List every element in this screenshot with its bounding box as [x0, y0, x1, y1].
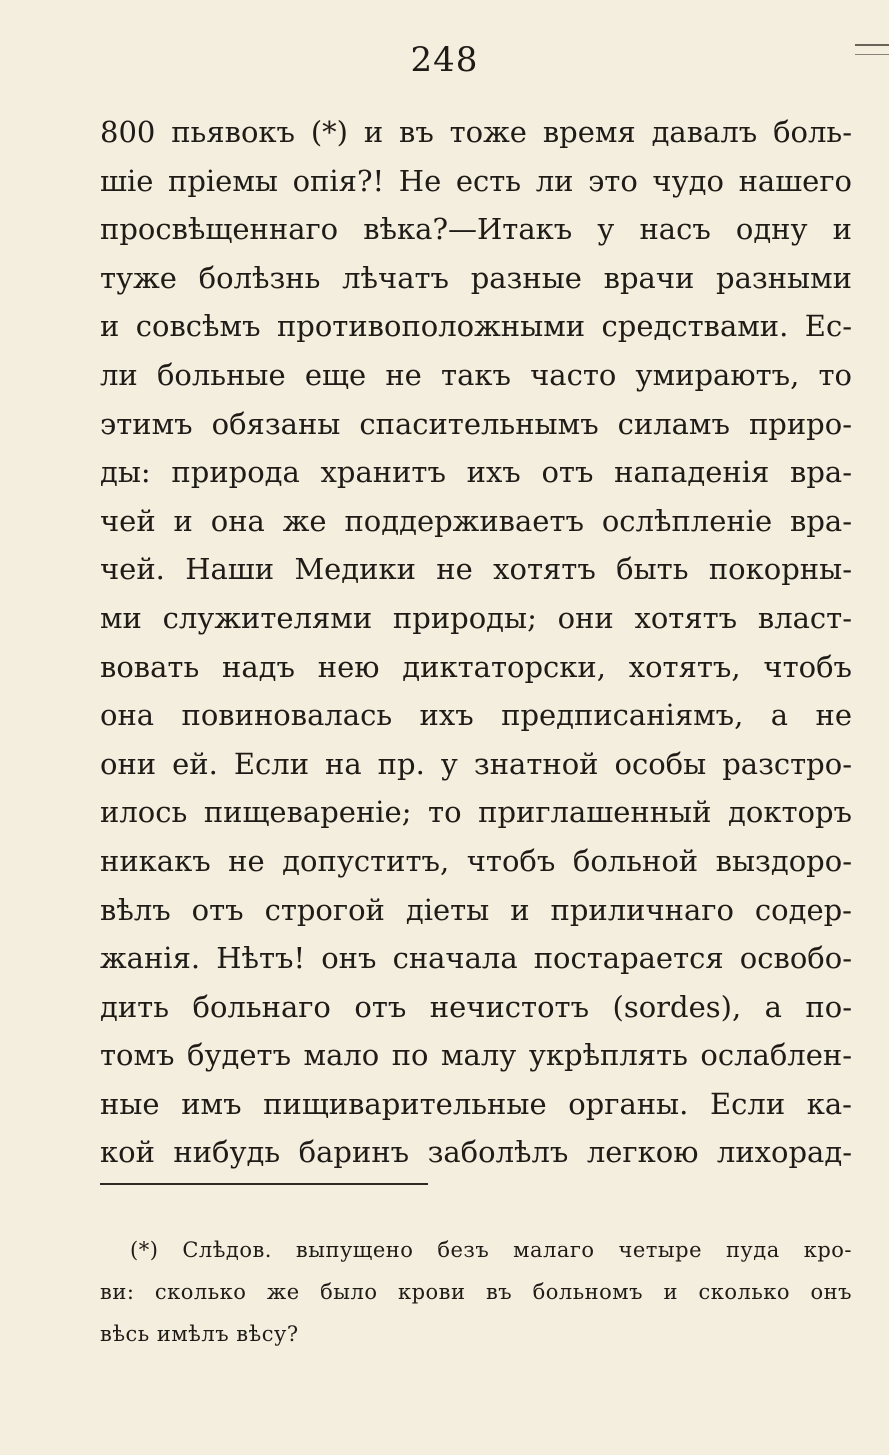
footnote-line: (*) Слѣдов. выпущено безъ малаго четыре пуда кро- — [130, 1238, 852, 1262]
text-line: 800 пьявокъ (*) и въ тоже время давалъ боль- — [100, 115, 852, 149]
footnote-line: вѣсь имѣлъ вѣсу? — [100, 1322, 299, 1346]
text-line: ли больные еще не такъ часто умираютъ, то — [100, 357, 852, 392]
footnote — [100, 1229, 852, 1355]
text-line: дить больнаго отъ нечистотъ (sordes), а по- — [100, 989, 852, 1024]
text-line: никакъ не допуститъ, чтобъ больной выздоро- — [100, 843, 852, 878]
text-line: илось пищевареніе; то приглашенный докторъ — [100, 795, 852, 830]
text-line: туже болѣзнь лѣчатъ разные врачи разными — [100, 260, 852, 295]
text-line: ды: природа хранитъ ихъ отъ нападенія вра- — [100, 455, 852, 490]
text-line: просвѣщеннаго вѣка?—Итакъ у насъ одну и — [100, 212, 852, 247]
text-line: ми служителями природы; они хотятъ власт- — [100, 600, 852, 635]
page-edge-mark-secondary — [855, 54, 889, 55]
text-line: вѣлъ отъ строгой діеты и приличнаго содер- — [100, 892, 852, 927]
text-line: вовать надъ нею диктаторски, хотятъ, чтобъ — [100, 649, 852, 684]
footnote-divider — [100, 1183, 428, 1185]
page-edge-mark — [855, 44, 889, 46]
page-number: 248 — [410, 40, 479, 80]
text-line: ные имъ пищиварительные органы. Если ка- — [100, 1086, 852, 1121]
text-line: томъ будетъ мало по малу укрѣплять ослаблен- — [100, 1038, 852, 1073]
text-line: жанія. Нѣтъ! онъ сначала постарается освобо- — [100, 941, 852, 976]
text-line: кой нибудь баринъ заболѣлъ легкою лихорад- — [100, 1135, 852, 1170]
text-line: она повиновалась ихъ предписаніямъ, а не — [100, 698, 852, 733]
footnote-line: ви: сколько же было крови въ больномъ и сколько онъ — [100, 1280, 852, 1304]
text-line: шіе пріемы опія?! Не есть ли это чудо нашего — [100, 163, 852, 198]
text-line: чей и она же поддерживаетъ ослѣпленіе вра- — [100, 503, 852, 538]
body-text — [100, 108, 852, 1177]
text-line: чей. Наши Медики не хотятъ быть покорны- — [100, 552, 852, 587]
text-line: и совсѣмъ противоположными средствами. Ес- — [100, 309, 852, 344]
text-line: они ей. Если на пр. у знатной особы разстро- — [100, 746, 852, 781]
text-line: этимъ обязаны спасительнымъ силамъ приро- — [100, 406, 852, 441]
